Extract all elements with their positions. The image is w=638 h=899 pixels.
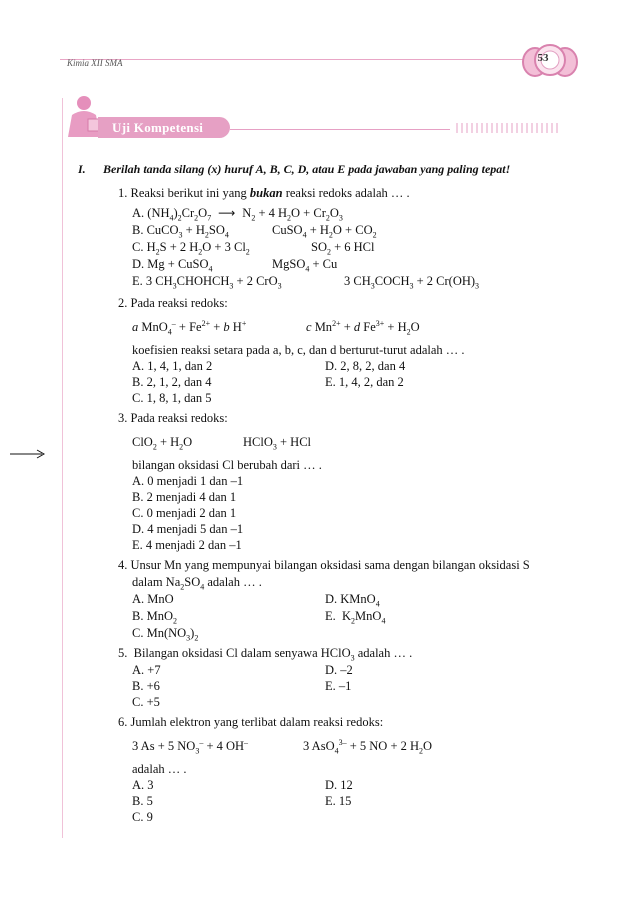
q6-option-b: B. 5 [132, 794, 153, 808]
question-6-stem: 6. Jumlah elektron yang terlibat dalam reaksi redoks: [118, 715, 384, 729]
page-number: 53 [537, 52, 549, 64]
q4-option-e: E. $K_2MnO_4$ [325, 609, 386, 626]
q1-stem-post: reaksi redoks adalah … . [282, 186, 410, 200]
q1-option-e: E. 3 $CH_3CHOHCH_3 + 2$ CrO$_3$ [132, 274, 282, 291]
q4-option-a: A. MnO [132, 592, 174, 606]
header-rule [60, 59, 530, 60]
q5-option-a: A. +7 [132, 663, 161, 677]
q5-option-d: D. –2 [325, 663, 353, 677]
q3-option-b: B. 2 menjadi 4 dan 1 [132, 490, 237, 504]
q1-option-a: A. $(NH_4)_2Cr_2O_7$ ⟶ $N_2 + 4$ $H_2O + Cr_2O_3$ [132, 206, 343, 223]
instruction-number: I. [78, 162, 86, 176]
q6-option-a: A. 3 [132, 778, 154, 792]
q2-equation-left: a $MnO_4^- + Fe^{2+} + b$ H+ [132, 318, 247, 337]
left-margin-rule [62, 98, 63, 838]
q2-option-c: C. 1, 8, 1, dan 5 [132, 391, 212, 405]
q2-text: koefisien reaksi setara pada a, b, c, dan d berturut-turut adalah … . [132, 343, 465, 357]
decorative-ticks [455, 123, 560, 133]
question-3-stem: 3. Pada reaksi redoks: [118, 411, 228, 425]
q3-text: bilangan oksidasi Cl berubah dari … . [132, 458, 322, 472]
q3-option-e: E. 4 menjadi 2 dan –1 [132, 538, 242, 552]
q1-option-d: D. Mg + CuSO$_4$ [132, 257, 213, 274]
question-2-stem: 2. Pada reaksi redoks: [118, 296, 228, 310]
q6-text: adalah … . [132, 762, 187, 776]
q2-equation-right: c $Mn^{2+} + d$ $Fe^{3+} + H_2O$ [306, 318, 420, 337]
q5-option-b: B. +6 [132, 679, 160, 693]
q1-option-c-products: $SO_2 + 6$ HCl [311, 240, 375, 257]
q1-option-c: C. $H_2S + 2$ $H_2O + 3$ $Cl_2$ [132, 240, 250, 257]
question-4-stem: 4. Unsur Mn yang mempunyai bilangan oksidasi sama dengan bilangan oksidasi S [118, 558, 530, 572]
q2-option-e: E. 1, 4, 2, dan 2 [325, 375, 404, 389]
instruction-text: Berilah tanda silang (x) huruf A, B, C, D, atau E pada jawaban yang paling tepat! [103, 162, 511, 176]
q5-option-c: C. +5 [132, 695, 160, 709]
q4-option-b: B. MnO$_2$ [132, 609, 177, 626]
q5-option-e: E. –1 [325, 679, 352, 693]
q1-option-e-products: 3 $CH_3COCH_3 + 2$ $Cr(OH)_3$ [344, 274, 480, 291]
q4-option-c: C. $Mn(NO_3)_2$ [132, 626, 199, 643]
q2-option-a: A. 1, 4, 1, dan 2 [132, 359, 213, 373]
q1-option-d-products: MgSO$_4$ + Cu [272, 257, 338, 274]
q4-stem-cont: dalam $Na_2SO_4$ adalah … . [132, 575, 262, 592]
q6-equation-left: 3 As + 5 $NO_3^- + 4$ OH– [132, 737, 249, 756]
running-title: Kimia XII SMA [67, 58, 123, 68]
q3-option-a: A. 0 menjadi 1 dan –1 [132, 474, 244, 488]
q1-stem-pre: 1. Reaksi berikut ini yang [118, 186, 250, 200]
q3-equation-left: $ClO_2 + H_2O$ [132, 435, 193, 452]
q6-option-e: E. 15 [325, 794, 352, 808]
question-5-stem: 5. Bilangan oksidasi Cl dalam senyawa HClO$_3$ adalah … . [118, 646, 413, 663]
q1-option-b-products: CuSO$_4$ + $H_2O + CO_2$ [272, 223, 377, 240]
q2-option-b: B. 2, 1, 2, dan 4 [132, 375, 212, 389]
q6-option-d: D. 12 [325, 778, 353, 792]
q3-option-d: D. 4 menjadi 5 dan –1 [132, 522, 244, 536]
q1-stem-emphasis: bukan [249, 186, 283, 200]
q3-equation-right: HClO$_3$ + HCl [243, 435, 312, 452]
q2-option-d: D. 2, 8, 2, dan 4 [325, 359, 406, 373]
q3-option-c: C. 0 menjadi 2 dan 1 [132, 506, 237, 520]
section-rule [230, 129, 450, 130]
question-1 [118, 186, 410, 201]
q4-option-d: D. KMnO$_4$ [325, 592, 380, 609]
q6-option-c: C. 9 [132, 810, 153, 824]
q6-equation-right: 3 AsO$_4^{3-}$ + 5 NO + 2 $H_2O$ [303, 737, 433, 756]
margin-arrow-icon [10, 448, 46, 460]
section-title: Uji Kompetensi [112, 120, 204, 135]
q1-option-b: B. CuCO$_3$ + $H_2SO_4$ [132, 223, 229, 240]
